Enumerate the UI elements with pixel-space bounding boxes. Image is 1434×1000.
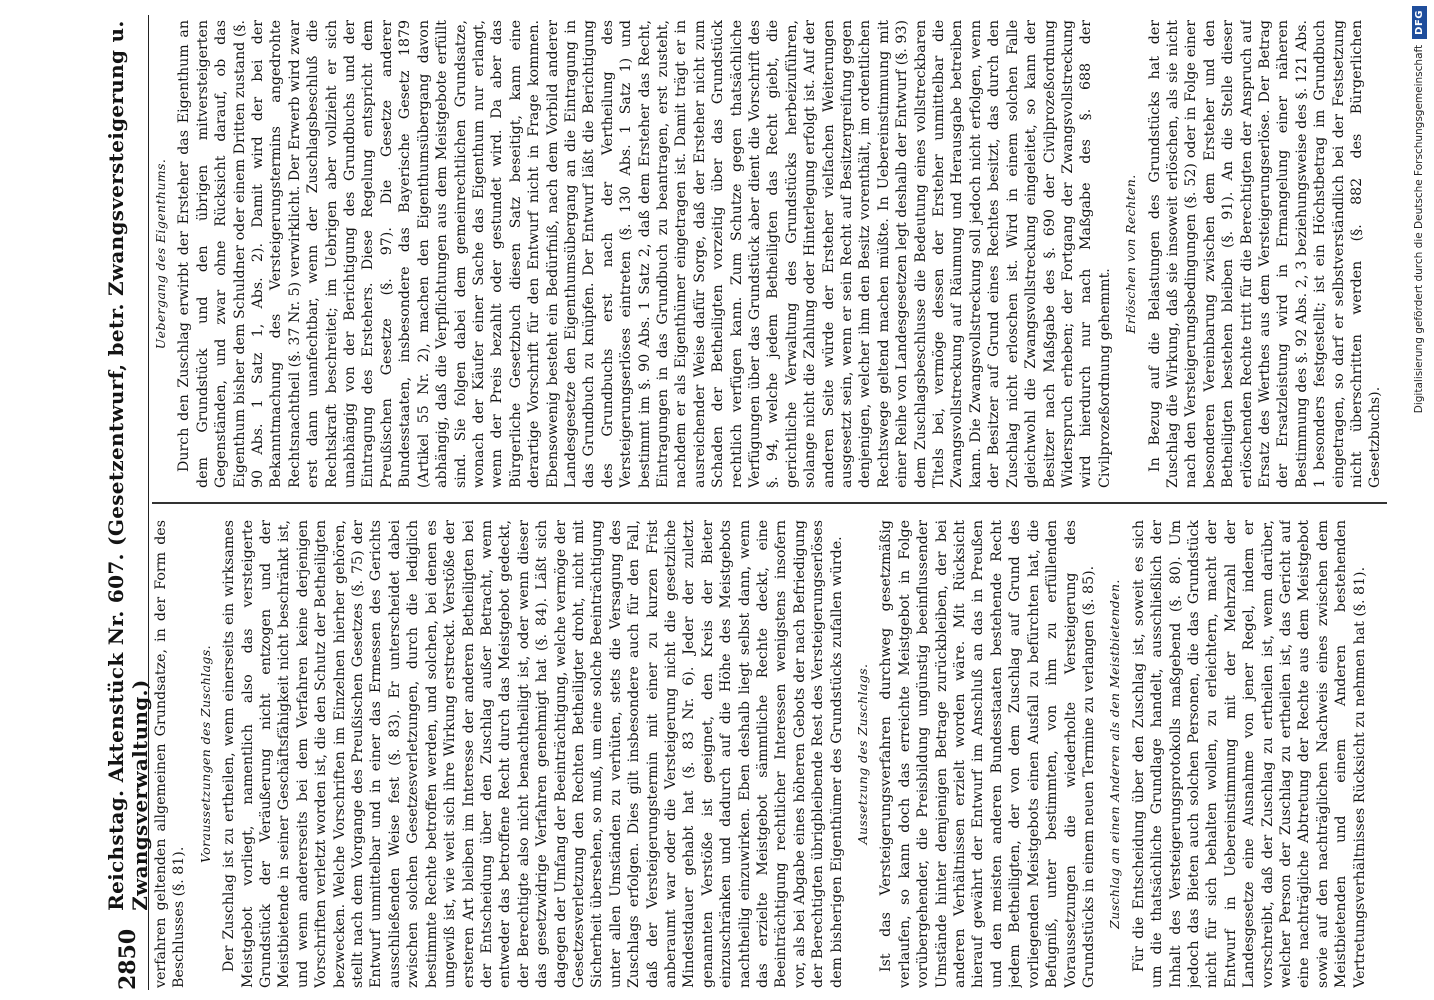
running-title: Reichstag. Aktenstück Nr. 607. (Gesetzentwurf, betr. Zwangsversteigerung u. Zwangsverwaltung.) xyxy=(104,20,152,911)
document-page xyxy=(100,0,1400,1000)
paragraph: Ist das Versteigerungsverfahren durchweg gesetzmäßig verlaufen, so kann doch das erreichte Meistgebot in Folge vorübergehender, die Preisbildung ungünstig beeinflussender Umstände hinter demjenigen Betrage zurückbleiben, der bei anderen Verhältnissen erzielt worden wäre. Mit Rücksicht hierauf gewährt der Entwurf im Anschluß an das in Preußen und den meisten anderen Bundesstaaten bestehende Recht jedem Betheiligten, der von dem Zuschlag auf Grund des vorliegenden Meistgebots einen Ausfall zu befürchten hat, die Befugniß, unter bestimmten, von ihm zu erfüllenden Voraussetzungen die wiederholte Versteigerung des Grundstücks in einem neuen Termine zu verlangen (§. 85). xyxy=(878,520,1097,988)
paragraph: verfahren geltenden allgemeinen Grundsatze, in der Form des Beschlusses (§. 81). xyxy=(153,520,188,988)
page-header xyxy=(104,15,152,990)
paragraph: Durch den Zuschlag erwirbt der Ersteher das Eigenthum an dem Grundstück und den übrigen mitversteigerten Gegenständen, und zwar ohne Rücksicht darauf, ob das Eigenthum bisher dem Schuldner oder einem Dritten zustand (§. 90 Abs. 1 Satz 1, Abs. 2). Damit wird der bei der Bekanntmachung des Versteigerungstermins angedrohte Rechtsnachtheil (§. 37 Nr. 5) verwirklicht. Der Erwerb wird zwar erst dann unanfechtbar, wenn der Zuschlagsbeschluß die Rechtskraft beschreitet; im Uebrigen aber vollzieht er sich unabhängig von der Berichtigung des Grundbuchs und der Eintragung des Erstehers. Diese Regelung entspricht dem Preußischen Gesetze (§. 97). Die Gesetze anderer Bundesstaaten, insbesondere das Bayerische Gesetz 1879 (Artikel 55 Nr. 2), machen den Eigenthumsübergang davon abhängig, daß die Verpflichtungen aus dem Meistgebote erfüllt sind. Sie folgen dabei dem gemeinrechtlichen Grundsatze, wonach der Käufer einer Sache das Eigenthum nur erlangt, wenn der Preis bezahlt oder gestundet wird. Da aber das Bürgerliche Gesetzbuch diesen Satz beseitigt, kann eine derartige Vorschrift für den Entwurf nicht in Frage kommen. Ebensowenig besteht ein Bedürfniß, nach dem Vorbild anderer Landesgesetze den Eigenthumsübergang an die Eintragung in das Grundbuch zu knüpfen. Der Entwurf läßt die Berichtigung des Grundbuchs erst nach der Vertheilung des Versteigerungserlöses eintreten (§. 130 Abs. 1 Satz 1) und bestimmt im §. 90 Abs. 1 Satz 2, daß dem Ersteher das Recht, Eintragungen in das Grundbuch zu beantragen, erst zusteht, nachdem er als Eigenthümer eingetragen ist. Damit trägt er in ausreichender Weise dafür Sorge, daß der Ersteher nicht zum Schaden der Betheiligten vorzeitig über das Grundstück rechtlich verfügen kann. Zum Schutze gegen thatsächliche Verfügungen über das Grundstück aber dient die Vorschrift des §. 94, welche jedem Betheiligten das Recht giebt, die gerichtliche Verwaltung des Grundstücks herbeizuführen, solange nicht die Zahlung oder Hinterlegung erfolgt ist. Auf der anderen Seite würde der Ersteher vielfachen Weiterungen ausgesetzt sein, wenn er sein Recht auf Besitzergreifung gegen denjenigen, welcher ihm den Besitz vorenthält, im ordentlichen Rechtswege geltend machen müßte. In Uebereinstimmung mit einer Reihe von Landesgesetzen legt deshalb der Entwurf (§. 93) dem Zuschlagsbeschlusse die Bedeutung eines vollstreckbaren Titels bei, vermöge dessen der Ersteher unmittelbar die Zwangsvollstreckung auf Räumung und Herausgabe betreiben kann. Die Zwangsvollstreckung soll jedoch nicht erfolgen, wenn der Besitzer auf Grund eines Rechtes besitzt, das durch den Zuschlag nicht erloschen ist. Wird in einem solchen Falle gleichwohl die Zwangsvollstreckung eingeleitet, so kann der Besitzer nach Maßgabe des §. 690 der Civilprozeßordnung Widerspruch erheben; der Fortgang der Zwangsvollstreckung wird hierdurch nur nach Maßgabe des §. 688 der Civilprozeßordnung gehemmt. xyxy=(176,20,1113,488)
scanned-page-area xyxy=(60,0,1420,1000)
section-heading: Zuschlag an einen Anderen als den Meistbietenden. xyxy=(1107,579,1123,929)
digitization-credit xyxy=(1404,0,1434,1000)
left-column xyxy=(152,520,1392,988)
dfg-logo: DFG xyxy=(1412,6,1427,39)
column-divider xyxy=(152,503,1387,505)
paragraph: Der Zuschlag ist zu ertheilen, wenn einerseits ein wirksames Meistgebot vorliegt, namentlich also das versteigerte Grundstück der Veräußerung nicht entzogen und der Meistbietende in seiner Geschäftsfähigkeit nicht beschränkt ist, und wenn andererseits bei dem Verfahren keine derjenigen Vorschriften verletzt worden ist, die den Schutz der Betheiligten bezwecken. Welche Vorschriften im Einzelnen hierher gehören, stellt nach dem Vorgange des Preußischen Gesetzes (§. 75) der Entwurf unmittelbar und in einer das Ermessen des Gerichts ausschließenden Weise fest (§. 83). Er unterscheidet dabei zwischen solchen Gesetzesverletzungen, durch die lediglich bestimmte Rechte betroffen werden, und solchen, bei denen es ungewiß ist, wie weit sich ihre Wirkung erstreckt. Verstöße der ersteren Art bleiben im Interesse der anderen Betheiligten bei der Entscheidung über den Zuschlag außer Betracht, wenn entweder das betroffene Recht durch das Meistgebot gedeckt, der Berechtigte also nicht benachtheiligt ist, oder wenn dieser das gesetzwidrige Verfahren genehmigt hat (§. 84). Läßt sich dagegen der Umfang der Beeinträchtigung, welche vermöge der Gesetzesverletzung den Rechten Betheiligter droht, nicht mit Sicherheit übersehen, so muß, um eine solche Beeinträchtigung unter allen Umständen zu verhüten, stets die Versagung des Zuschlags erfolgen. Dies gilt insbesondere auch für den Fall, daß der Versteigerungstermin mit einer zu kurzen Frist anberaumt war oder die Versteigerung nicht die gesetzliche Mindestdauer gehabt hat (§. 83 Nr. 6). Jeder der zuletzt genannten Verstöße ist geeignet, den Kreis der Bieter einzuschränken und dadurch auf die Höhe des Meistgebots nachtheilig einzuwirken. Eben deshalb liegt selbst dann, wenn das erzielte Meistgebot sämmtliche Rechte deckt, eine Beeinträchtigung rechtlicher Interessen wenigstens insofern vor, als bei Abgabe eines höheren Gebots der nach Befriedigung der Berechtigten übrigbleibende Rest des Versteigerungserlöses dem bisherigen Eigenthümer des Grundstücks zufallen würde. xyxy=(221,520,845,988)
section-heading: Aussetzung des Zuschlags. xyxy=(855,663,871,845)
paragraph: Für die Entscheidung über den Zuschlag ist, soweit es sich um die thatsächliche Grundlage handelt, ausschließlich der Inhalt des Versteigerungsprotokolls maßgebend (§. 80). Um jedoch das Bieten auch solchen Personen, die das Grundstück nicht für sich behalten wollen, zu erleichtern, macht der Entwurf in Uebereinstimmung mit der Mehrzahl der Landesgesetze eine Ausnahme von jener Regel, indem er vorschreibt, daß der Zuschlag zu ertheilen ist, wenn darüber, welcher Person der Zuschlag zu ertheilen ist, das Gericht auf eine nachträgliche Abtretung der Rechte aus dem Meistgebot sowie auf den nachträglichen Nachweis eines zwischen dem Meistbietenden und einem Anderen bestehenden Vertretungsverhältnisses Rücksicht zu nehmen hat (§. 81). xyxy=(1130,520,1368,988)
section-heading: Uebergang des Eigenthums. xyxy=(153,158,168,350)
right-column xyxy=(152,20,1392,488)
page-number: 2850 xyxy=(115,928,141,990)
paragraph: In Bezug auf die Belastungen des Grundstücks hat der Zuschlag die Wirkung, daß sie insoweit erlöschen, als sie nicht nach den Versteigerungsbedingungen (§. 52) oder in Folge einer besonderen Vereinbarung zwischen dem Ersteher und den Betheiligten bestehen bleiben (§. 91). An die Stelle dieser erlöschenden Rechte tritt für die Berechtigten der Anspruch auf Ersatz des Werthes aus dem Versteigerungserlöse. Der Betrag der Ersatzleistung wird in Ermangelung einer näheren Bestimmung des §. 92 Abs. 2, 3 beziehungsweise des §. 121 Abs. 1 besonders festgestellt; ist ein Höchstbetrag im Grundbuch eingetragen, so darf er selbstverständlich bei der Festsetzung nicht überschritten werden (§. 882 des Bürgerlichen Gesetzbuchs). xyxy=(1146,20,1384,488)
section-heading: Voraussetzungen des Zuschlags. xyxy=(197,644,213,864)
section-heading: Erlöschen von Rechten. xyxy=(1123,174,1139,334)
digitization-credit-text: Digitalisierung gefördert durch die Deutsche Forschungsgemeinschaft xyxy=(1413,44,1425,414)
